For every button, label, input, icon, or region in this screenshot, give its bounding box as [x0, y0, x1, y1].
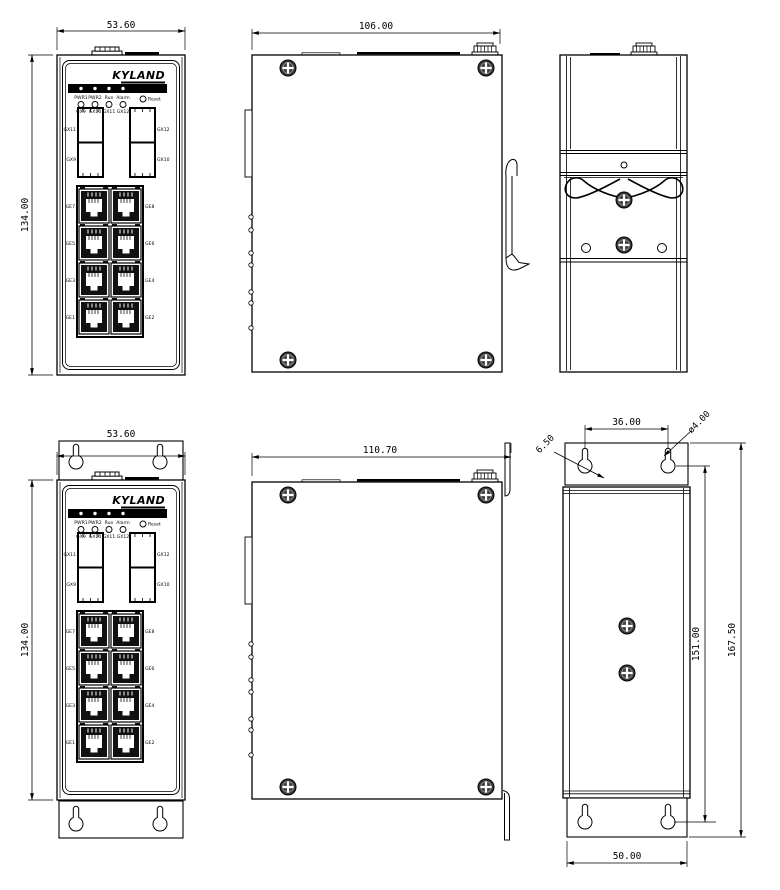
dim-body-height: 134.00	[20, 622, 31, 658]
port-label-ge5: GE5	[65, 242, 75, 247]
led-label-gx9: GX9	[76, 110, 86, 115]
sfp-label-gx9: GX9	[66, 583, 76, 588]
led-label-gx11: GX11	[102, 110, 116, 115]
switch-side-body	[245, 470, 502, 799]
led-label-gx12: GX12	[116, 110, 130, 115]
sfp-label-gx10: GX10	[157, 583, 170, 588]
led-label-pwr2: PWR2	[88, 521, 102, 526]
port-label-ge3: GE3	[65, 704, 75, 709]
led-label-alarm: Alarm	[116, 521, 130, 526]
sfp-label-gx11: GX11	[63, 553, 76, 558]
dim-hole-diameter: 6.50	[534, 433, 557, 456]
port-label-ge2: GE2	[145, 741, 155, 746]
led-label-gx9: GX9	[76, 535, 86, 540]
led-label-gx11: GX11	[102, 535, 116, 540]
sfp-label-gx9: GX9	[66, 158, 76, 163]
dim-plate-width: 50.00	[612, 851, 642, 862]
led-label-pwr1: PWR1	[74, 96, 88, 101]
port-label-ge7: GE7	[65, 630, 75, 635]
led-label-pwr2: PWR2	[88, 96, 102, 101]
dim-body-width: 53.60	[106, 20, 136, 31]
kyland-logo: KYLAND	[112, 69, 165, 82]
led-label-alarm: Alarm	[116, 96, 130, 101]
port-label-ge3: GE3	[65, 279, 75, 284]
sfp-label-gx11: GX11	[63, 128, 76, 133]
port-label-ge7: GE7	[65, 205, 75, 210]
port-label-ge6: GE6	[145, 667, 155, 672]
dim-depth-din: 106.00	[358, 21, 394, 32]
dim-hole-pitch-h: 36.00	[612, 417, 641, 428]
sfp-label-gx12: GX12	[157, 128, 170, 133]
port-label-ge1: GE1	[65, 316, 75, 321]
port-label-ge6: GE6	[145, 242, 155, 247]
dim-hole-pitch-v: 151.00	[691, 626, 702, 662]
reset-button-label: Reset	[148, 97, 161, 103]
port-label-ge1: GE1	[65, 741, 75, 746]
led-label-gx10: GX10	[88, 110, 102, 115]
dim-body-width: 53.60	[106, 429, 136, 440]
phillips-screw	[616, 192, 632, 208]
phillips-screw	[616, 237, 632, 253]
dim-overall-height: 167.50	[727, 622, 738, 658]
switch-side-body	[245, 43, 502, 372]
sfp-label-gx10: GX10	[157, 158, 170, 163]
port-label-ge4: GE4	[145, 704, 155, 709]
port-label-ge4: GE4	[145, 279, 155, 284]
mount-hole	[658, 244, 667, 253]
phillips-screw	[619, 665, 635, 681]
led-label-pwr1: PWR1	[74, 521, 88, 526]
rear-view-din	[560, 43, 687, 372]
port-label-ge8: GE8	[145, 205, 155, 210]
phillips-screw	[619, 618, 635, 634]
dim-slot-diameter: ø4.00	[686, 409, 713, 436]
port-label-ge2: GE2	[145, 316, 155, 321]
led-label-gx10: GX10	[88, 535, 102, 540]
dim-depth-wall: 110.70	[362, 445, 398, 456]
switch-rear-body	[563, 487, 690, 798]
port-label-ge8: GE8	[145, 630, 155, 635]
port-label-ge5: GE5	[65, 667, 75, 672]
side-view-din	[245, 21, 529, 372]
side-view-wall	[245, 443, 511, 840]
sfp-label-gx12: GX12	[157, 553, 170, 558]
dim-body-height: 134.00	[20, 197, 31, 233]
mount-hole	[582, 244, 591, 253]
led-label-run: Run	[104, 96, 114, 101]
reset-button-label: Reset	[148, 522, 161, 528]
wall-flange-top	[505, 443, 511, 496]
led-label-run: Run	[104, 521, 114, 526]
kyland-logo: KYLAND	[112, 494, 165, 507]
led-label-gx12: GX12	[116, 535, 130, 540]
